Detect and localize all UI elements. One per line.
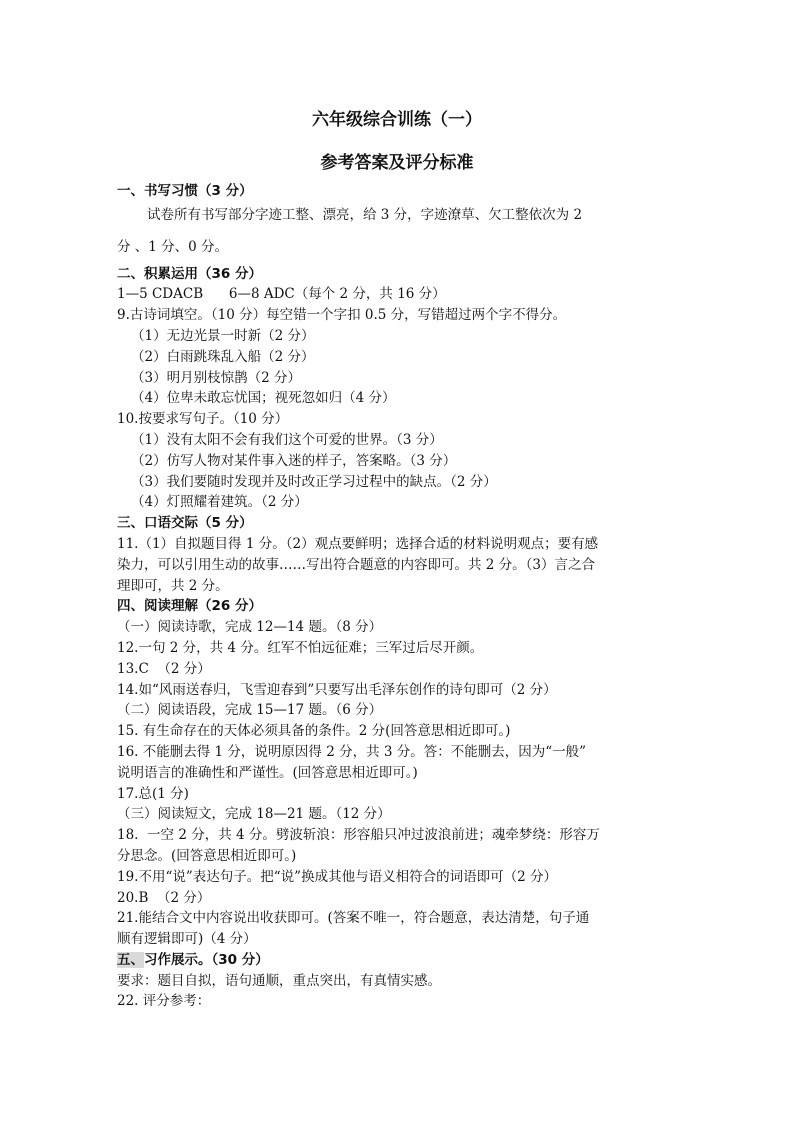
list-item: （1）无边光景一时新（2 分） (131, 327, 315, 344)
answer-line: 18. 一空 2 分，共 4 分。劈波斩浪：形容船只冲过波浪前进；魂牵梦绕：形容万 (117, 827, 600, 844)
answer-line: 要求：题目自拟，语句通顺，重点突出，有真情实感。 (117, 972, 441, 989)
answer-line: （二）阅读语段，完成 15—17 题。（6 分） (117, 702, 383, 719)
answer-line: 13.C （2 分） (117, 660, 211, 677)
answer-line: 22. 评分参考： (117, 993, 211, 1010)
answer-line: 15. 有生命存在的天体必须具备的条件。2 分(回答意思相近即可。) (117, 723, 511, 740)
section-heading-writing-showcase (117, 950, 682, 971)
answer-line: 理即可，共 2 分。 (117, 577, 229, 594)
answer-line: 17.总(1 分) (117, 785, 189, 802)
answer-line: 16. 不能删去得 1 分，说明原因得 2 分，共 3 分。答：不能删去，因为“一般” (117, 743, 587, 760)
section-heading-text: 习作展示。（30 分） (144, 951, 269, 968)
document-title: 六年级综合训练（一） (312, 110, 482, 130)
section-text: 分 、1 分、0 分。 (117, 238, 229, 255)
answer-line: （三）阅读短文，完成 18—21 题。（12 分） (117, 806, 391, 823)
answer-line: 20.B （2 分） (117, 889, 211, 906)
list-item: （4）灯照耀着建筑。（2 分） (131, 494, 308, 511)
section-text: 试卷所有书写部分字迹工整、漂亮，给 3 分，字迹潦草、欠工整依次为 2 (147, 206, 583, 223)
section-heading-reading: 四、阅读理解（26 分） (117, 598, 262, 615)
answer-line: 9.古诗词填空。（10 分）每空错一个字扣 0.5 分，写错超过两个字不得分。 (117, 307, 567, 324)
answer-line: 说明语言的准确性和严谨性。(回答意思相近即可。) (117, 764, 418, 781)
highlighted-text: 五、 (117, 951, 144, 968)
answer-line: （一）阅读诗歌，完成 12—14 题。（8 分） (117, 619, 383, 636)
section-heading-accumulation: 二、积累运用（36 分） (117, 265, 262, 282)
document-subtitle: 参考答案及评分标准 (320, 153, 474, 173)
answer-line: 10.按要求写句子。（10 分） (117, 411, 289, 428)
section-heading-writing: 一、书写习惯（3 分） (117, 183, 253, 199)
section-heading-oral: 三、口语交际（5 分） (117, 515, 253, 532)
answer-line: 19.不用“说”表达句子。把“说”换成其他与语义相符合的词语即可（2 分） (117, 868, 557, 885)
answer-line: 染力，可以引用生动的故事……写出符合题意的内容即可。共 2 分。（3）言之合 (117, 556, 596, 573)
list-item: （2）白雨跳珠乱入船（2 分） (131, 348, 315, 365)
list-item: （2）仿写人物对某件事入迷的样子，答案略。（3 分） (131, 452, 457, 469)
answer-line: 1—5 CDACB 6—8 ADC（每个 2 分，共 16 分） (117, 286, 446, 303)
list-item: （4）位卑未敢忘忧国；视死忽如归（4 分） (131, 390, 396, 407)
list-item: （3）我们要随时发现并及时改正学习过程中的缺点。（2 分） (131, 473, 497, 490)
answer-line: 12.一句 2 分，共 4 分。红军不怕远征难；三军过后尽开颜。 (117, 639, 484, 656)
answer-line: 21.能结合文中内容说出收获即可。(答案不唯一，符合题意，表达清楚，句子通 (117, 910, 590, 927)
answer-line: 11.（1）自拟题目得 1 分。（2）观点要鲜明；选择合适的材料说明观点；要有感 (117, 535, 599, 552)
list-item: （1）没有太阳不会有我们这个可爱的世界。（3 分） (131, 431, 443, 448)
list-item: （3）明月别枝惊鹊（2 分） (131, 369, 301, 386)
answer-body (117, 181, 682, 1012)
answer-line: 14.如“风雨送春归，飞雪迎春到”只要写出毛泽东创作的诗句即可（2 分） (117, 681, 557, 698)
answer-line: 顺有逻辑即可)（4 分） (117, 931, 257, 948)
answer-line: 分思念。(回答意思相近即可。) (117, 847, 297, 864)
